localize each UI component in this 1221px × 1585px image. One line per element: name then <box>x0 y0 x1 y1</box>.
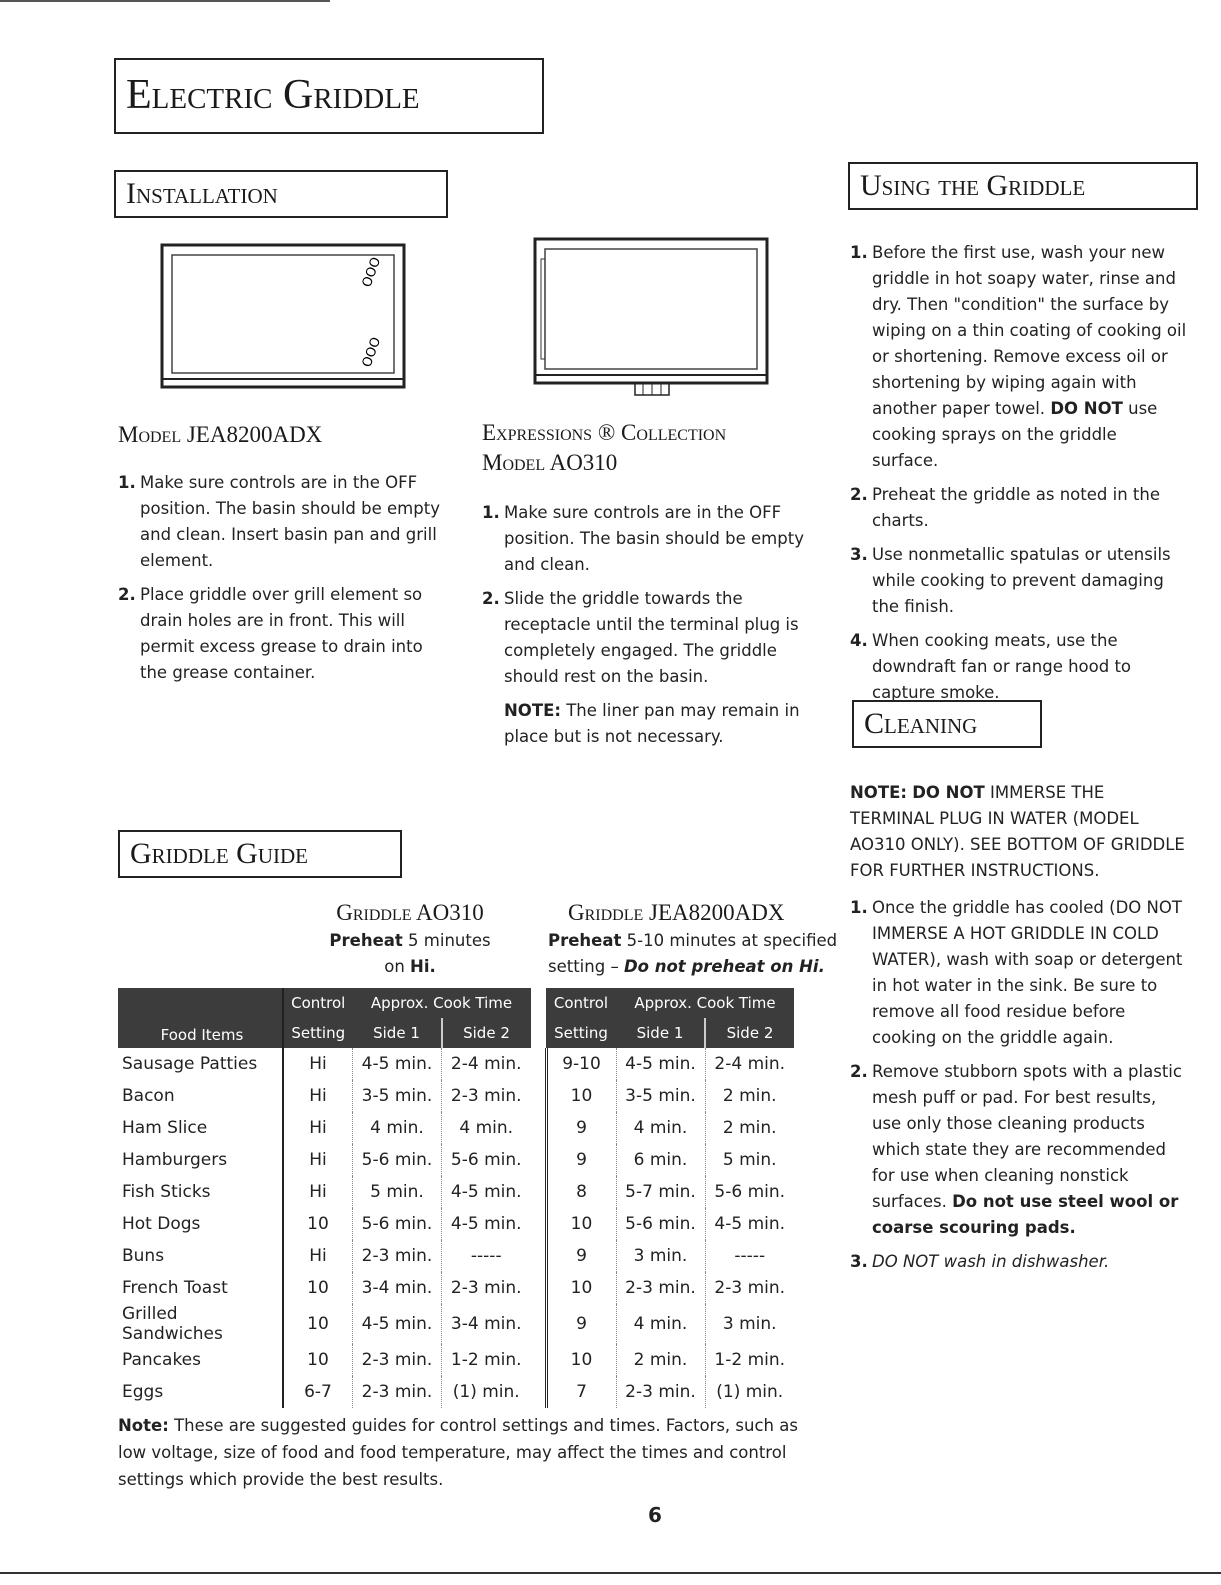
side2-time-cell: 4 min. <box>442 1112 531 1144</box>
control-setting-cell: 9 <box>576 1314 587 1334</box>
side1-time-cell: 4-5 min. <box>353 1304 442 1344</box>
using-griddle-steps <box>850 240 1188 714</box>
side2-time-cell: 4-5 min. <box>442 1176 531 1208</box>
side1-time-cell: 3 min. <box>616 1240 705 1272</box>
side2-header: Side 2 <box>705 1018 794 1048</box>
food-item-cell: Hamburgers <box>118 1144 283 1176</box>
column-gap <box>531 1240 547 1272</box>
column-gap <box>531 1272 547 1304</box>
control-setting-cell: 10 <box>570 1214 593 1234</box>
side1-time-cell: 5-6 min. <box>353 1208 442 1240</box>
side1-time-cell: 4-5 min. <box>353 1048 442 1080</box>
food-item-cell: Fish Sticks <box>118 1176 283 1208</box>
column-gap <box>531 1080 547 1112</box>
side2-time-cell: 4-5 min. <box>442 1208 531 1240</box>
side1-time-cell: 6 min. <box>616 1144 705 1176</box>
griddle-drawing-jea8200adx <box>160 243 406 389</box>
side1-time-cell: 4 min. <box>353 1112 442 1144</box>
table-row <box>118 1080 794 1112</box>
side1-time-cell: 3-4 min. <box>353 1272 442 1304</box>
side2-time-cell: 2-3 min. <box>442 1080 531 1112</box>
column-gap <box>531 1304 547 1344</box>
food-item-cell: French Toast <box>118 1272 283 1304</box>
control-setting-cell: 10 <box>307 1350 329 1370</box>
control-setting-cell: 10 <box>307 1314 329 1334</box>
side2-time-cell: ----- <box>705 1240 794 1272</box>
list-item: 2. Preheat the griddle as noted in the charts. <box>850 485 1160 530</box>
control-setting-cell: 10 <box>570 1278 593 1298</box>
side2-time-cell: (1) min. <box>705 1376 794 1408</box>
side1-time-cell: 4 min. <box>616 1304 705 1344</box>
table-body <box>118 1048 794 1408</box>
page-number: 6 <box>648 1503 662 1527</box>
side1-time-cell: 5 min. <box>353 1176 442 1208</box>
side1-time-cell: 3-5 min. <box>616 1080 705 1112</box>
list-item: 1. Make sure controls are in the OFF position. The basin should be empty and clean. Insert basin pan and grill element. <box>118 473 440 570</box>
side1-time-cell: 2-3 min. <box>616 1376 705 1408</box>
side2-time-cell: 5 min. <box>705 1144 794 1176</box>
griddle-outline-icon <box>160 243 406 389</box>
column-gap <box>531 1144 547 1176</box>
cleaning-steps <box>850 895 1188 1283</box>
food-item-cell: Hot Dogs <box>118 1208 283 1240</box>
side1-header: Side 1 <box>353 1018 442 1048</box>
control-setting-cell: 7 <box>576 1382 587 1402</box>
side2-time-cell: 2-4 min. <box>705 1048 794 1080</box>
side2-time-cell: 3-4 min. <box>442 1304 531 1344</box>
control-setting-cell: Hi <box>309 1086 327 1106</box>
control-setting-cell: 9 <box>576 1246 587 1266</box>
svg-text:OOO: OOO <box>359 255 385 290</box>
model-ao310-steps <box>482 500 820 750</box>
column-gap <box>531 1048 547 1080</box>
list-item: 1. Once the griddle has cooled (DO NOT IMMERSE A HOT GRIDDLE IN COLD WATER), wash with soap or detergent in hot water in the sink. Be sure to remove all food residue before cooking on the griddle again. <box>850 898 1183 1047</box>
list-item: 1. Before the first use, wash your new griddle in hot soapy water, rinse and dry. Then "condition" the surface by wiping on a thin coating of cooking oil or shortening. Remove excess oil or shortening by wiping again with another paper towel. DO NOT use cooking sprays on the griddle surface. <box>850 243 1187 470</box>
model-jea8200adx-heading: Model JEA8200ADX <box>118 422 323 447</box>
side2-time-cell: 2-3 min. <box>442 1272 531 1304</box>
griddle-guide-heading: Griddle Guide <box>118 830 402 878</box>
side2-time-cell: 5-6 min. <box>705 1176 794 1208</box>
side1-time-cell: 2-3 min. <box>353 1344 442 1376</box>
side2-time-cell: (1) min. <box>442 1376 531 1408</box>
model-jea8200adx-steps <box>118 470 450 694</box>
food-item-cell: Buns <box>118 1240 283 1272</box>
food-item-cell: Sausage Patties <box>118 1048 283 1080</box>
installation-note: NOTE: The liner pan may remain in place but is not necessary. <box>504 701 800 746</box>
side2-header: Side 2 <box>442 1018 531 1048</box>
control-setting-cell: Hi <box>309 1150 327 1170</box>
approx-cook-time-header: Approx. Cook Time <box>353 988 531 1018</box>
table-row <box>118 1176 794 1208</box>
food-item-cell: Ham Slice <box>118 1112 283 1144</box>
control-setting-cell: 9 <box>576 1118 587 1138</box>
side2-time-cell: 3 min. <box>705 1304 794 1344</box>
column-gap <box>531 1344 547 1376</box>
side2-time-cell: 2 min. <box>705 1080 794 1112</box>
cleaning-note: NOTE: DO NOT IMMERSE THE TERMINAL PLUG IN WATER (MODEL AO310 ONLY). SEE BOTTOM OF GRIDDLE FOR FURTHER INSTRUCTIONS. <box>850 783 1185 880</box>
side2-time-cell: 4-5 min. <box>705 1208 794 1240</box>
side1-time-cell: 5-6 min. <box>353 1144 442 1176</box>
cleaning-heading: Cleaning <box>852 700 1042 748</box>
control-header: Control <box>546 988 616 1018</box>
list-item: 2. Remove stubborn spots with a plastic mesh puff or pad. For best results, use only those cleaning products which state they are recommended for use when cleaning nonstick surfaces. Do not use steel wool or coarse scouring pads. <box>850 1062 1182 1237</box>
side1-time-cell: 5-7 min. <box>616 1176 705 1208</box>
guide-note: Note: These are suggested guides for control settings and times. Factors, such as low voltage, size of food and food temperature, may affect the times and control settings which provide the best results. <box>118 1416 798 1489</box>
control-setting-cell: 10 <box>307 1214 329 1234</box>
food-item-cell: Bacon <box>118 1080 283 1112</box>
list-item: 3. Use nonmetallic spatulas or utensils while cooking to prevent damaging the finish. <box>850 545 1171 616</box>
side1-time-cell: 4 min. <box>616 1112 705 1144</box>
control-setting-cell: Hi <box>309 1118 327 1138</box>
list-item: 2. Place griddle over grill element so drain holes are in front. This will permit excess grease to drain into the grease container. <box>118 585 423 682</box>
table-row <box>118 1344 794 1376</box>
side2-time-cell: 2 min. <box>705 1112 794 1144</box>
list-item: 2. Slide the griddle towards the receptacle until the terminal plug is completely engaged. The griddle should rest on the basin. <box>482 589 799 686</box>
side1-time-cell: 2-3 min. <box>353 1240 442 1272</box>
table-row <box>118 1376 794 1408</box>
list-item: 4. When cooking meats, use the downdraft fan or range hood to capture smoke. <box>850 631 1132 702</box>
table-row <box>118 1272 794 1304</box>
side1-time-cell: 2 min. <box>616 1344 705 1376</box>
table-row <box>118 1112 794 1144</box>
side1-time-cell: 5-6 min. <box>616 1208 705 1240</box>
control-setting-cell: 10 <box>307 1278 329 1298</box>
setting-header: Setting <box>546 1018 616 1048</box>
griddle-drawing-ao310 <box>533 237 769 403</box>
control-header: Control <box>283 988 353 1018</box>
griddle-jea8200adx-subhead: Griddle JEA8200ADX Preheat 5-10 minutes at specified setting – Do not preheat on Hi. <box>548 900 838 976</box>
side1-time-cell: 2-3 min. <box>353 1376 442 1408</box>
griddle-guide-table <box>118 988 794 1408</box>
side2-time-cell: ----- <box>442 1240 531 1272</box>
svg-text:OOO: OOO <box>359 335 385 370</box>
top-rule <box>0 0 330 2</box>
expressions-collection-heading: Expressions ® Collection Model AO310 <box>482 420 727 475</box>
installation-heading: Installation <box>114 170 448 218</box>
table-row <box>118 1304 794 1344</box>
table-header-row <box>118 988 794 1018</box>
side1-time-cell: 3-5 min. <box>353 1080 442 1112</box>
side2-time-cell: 5-6 min. <box>442 1144 531 1176</box>
cook-time-table <box>118 988 794 1408</box>
control-setting-cell: 6-7 <box>304 1382 332 1402</box>
using-griddle-heading: Using the Griddle <box>848 162 1198 210</box>
control-setting-cell: Hi <box>309 1182 327 1202</box>
food-item-cell: Pancakes <box>118 1344 283 1376</box>
column-gap <box>531 1176 547 1208</box>
food-items-header: Food Items <box>118 988 283 1048</box>
side1-header: Side 1 <box>616 1018 705 1048</box>
food-item-cell: Grilled Sandwiches <box>118 1304 283 1344</box>
table-row <box>118 1048 794 1080</box>
table-row <box>118 1144 794 1176</box>
page-title: Electric Griddle <box>114 58 544 134</box>
side2-time-cell: 1-2 min. <box>705 1344 794 1376</box>
table-row <box>118 1240 794 1272</box>
control-setting-cell: 9 <box>576 1150 587 1170</box>
table-row <box>118 1208 794 1240</box>
column-gap <box>531 1376 547 1408</box>
list-item: 1. Make sure controls are in the OFF position. The basin should be empty and clean. <box>482 503 804 574</box>
food-item-cell: Eggs <box>118 1376 283 1408</box>
control-setting-cell: 9-10 <box>562 1054 601 1074</box>
control-setting-cell: 10 <box>570 1086 593 1106</box>
control-setting-cell: Hi <box>309 1054 327 1074</box>
approx-cook-time-header: Approx. Cook Time <box>616 988 794 1018</box>
griddle-ao310-subhead: Griddle AO310 Preheat 5 minutes on Hi. <box>329 900 491 976</box>
side2-time-cell: 2-4 min. <box>442 1048 531 1080</box>
side2-time-cell: 1-2 min. <box>442 1344 531 1376</box>
side2-time-cell: 2-3 min. <box>705 1272 794 1304</box>
griddle-outline-icon <box>533 237 769 403</box>
side1-time-cell: 4-5 min. <box>616 1048 705 1080</box>
column-gap <box>531 1208 547 1240</box>
setting-header: Setting <box>283 1018 353 1048</box>
control-setting-cell: 8 <box>576 1182 587 1202</box>
list-item: 3. DO NOT wash in dishwasher. <box>850 1252 1110 1271</box>
bottom-rule <box>0 1572 1221 1574</box>
control-setting-cell: Hi <box>309 1246 327 1266</box>
column-gap <box>531 1112 547 1144</box>
control-setting-cell: 10 <box>570 1350 593 1370</box>
side1-time-cell: 2-3 min. <box>616 1272 705 1304</box>
